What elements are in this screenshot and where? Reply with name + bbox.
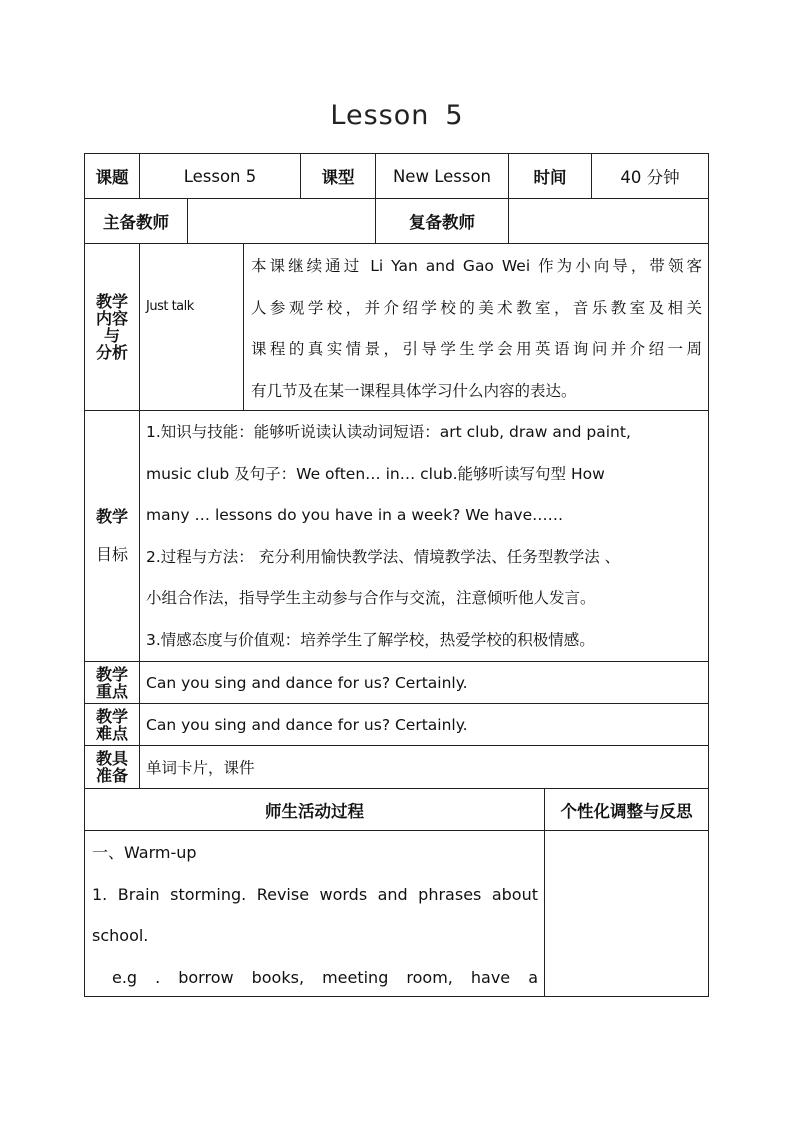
- key-points-label: [85, 662, 139, 703]
- key-points-value: Can you sing and dance for us? Certainly.: [146, 673, 468, 692]
- goals-label-line: 目标: [95, 545, 128, 564]
- section-name: Just talk: [146, 298, 194, 314]
- document-title: [0, 100, 794, 131]
- content-analysis-label: [85, 244, 139, 410]
- reflection-header: 个性化调整与反思: [560, 801, 693, 821]
- teaching-goals-label: [85, 411, 139, 661]
- reflection-cell: [545, 831, 708, 996]
- materials-label-line: 教具: [95, 749, 128, 768]
- teaching-goals-text: [146, 412, 704, 661]
- difficulty-label-line: 教学: [95, 706, 128, 726]
- goal-line: music club 及句子：We often… in… club.能够听读写句型 How: [146, 464, 605, 483]
- materials-label-line: 准备: [95, 766, 128, 785]
- time-label: 时间: [533, 168, 567, 187]
- goal-line: 3.情感态度与价值观：培养学生了解学校，热爱学校的积极情感。: [146, 630, 595, 649]
- materials-value: 单词卡片，课件: [146, 759, 255, 777]
- goal-line: 小组合作法，指导学生主动参与合作与交流，注意倾听他人发言。: [146, 589, 596, 607]
- main-teacher-label: 主备教师: [103, 213, 169, 232]
- time-value: 40 分钟: [620, 168, 680, 187]
- difficulties-value: Can you sing and dance for us? Certainly.: [146, 715, 468, 734]
- type-value: New Lesson: [392, 166, 492, 186]
- co-teacher-value: [509, 199, 708, 243]
- process-header: 师生活动过程: [265, 801, 364, 821]
- topic-label: 课题: [95, 168, 129, 187]
- type-label: 课型: [321, 168, 355, 187]
- analysis-line: 人参观学校，并介绍学校的美术教室，音乐教室及相关: [251, 298, 702, 317]
- analysis-line: 有几节及在某一课程具体学习什么内容的表达。: [251, 381, 577, 400]
- process-content: [92, 832, 538, 998]
- goal-line: many … lessons do you have in a week? We have……: [146, 506, 564, 524]
- goal-line: 2.过程与方法： 充分利用愉快教学法、情境教学法、任务型教学法 、: [146, 547, 621, 566]
- difficulties-label: [85, 704, 139, 745]
- content-analysis-text: [251, 246, 702, 412]
- content-label-line: 内容: [95, 309, 128, 328]
- process-line: e.g . borrow books, meeting room, have a: [112, 967, 538, 987]
- content-label-line: 教学: [95, 292, 128, 311]
- process-line: 1. Brain storming. Revise words and phrases about: [92, 884, 538, 904]
- analysis-line: 课程的真实情景，引导学生学会用英语询问并介绍一周: [251, 340, 702, 358]
- difficulty-label-line: 难点: [95, 723, 128, 743]
- key-label-line: 教学: [95, 664, 128, 684]
- key-label-line: 重点: [95, 681, 128, 701]
- goals-label-line: 教学: [95, 507, 128, 526]
- main-teacher-value: [188, 199, 375, 243]
- content-label-line: 分析: [95, 343, 128, 362]
- analysis-line: 本课继续通过 Li Yan and Gao Wei 作为小向导，带领客: [251, 257, 702, 275]
- goal-line: 1.知识与技能：能够听说读认读动词短语：art club, draw and paint,: [146, 423, 631, 441]
- topic-value: Lesson 5: [183, 166, 257, 186]
- co-teacher-label: 复备教师: [409, 213, 475, 232]
- materials-label: [85, 746, 139, 788]
- content-label-line: 与: [103, 326, 120, 345]
- process-heading: 一、Warm-up: [92, 843, 197, 862]
- title-word: Lesson: [330, 100, 430, 131]
- title-number: 5: [445, 100, 464, 131]
- process-line: school.: [92, 926, 149, 945]
